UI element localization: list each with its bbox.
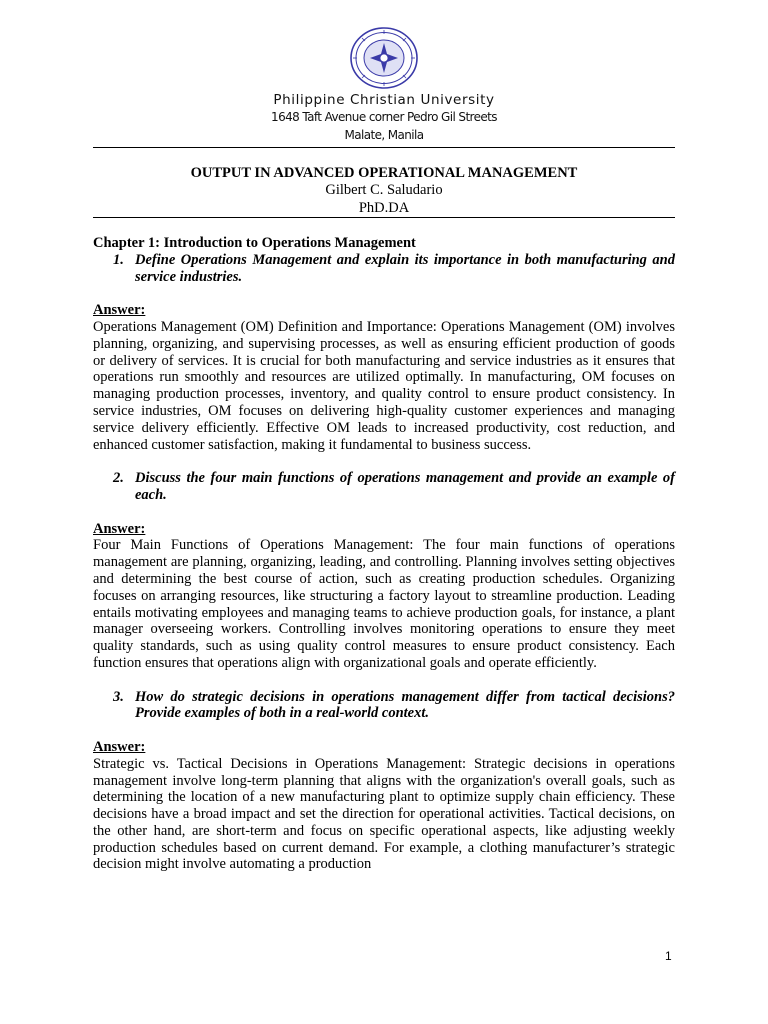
- document-title: OUTPUT IN ADVANCED OPERATIONAL MANAGEMENT: [190, 165, 578, 181]
- page-number: 1: [665, 949, 672, 963]
- question-number: 2.: [113, 470, 124, 487]
- header-divider: [93, 147, 675, 148]
- question-2: [93, 470, 675, 504]
- answer-heading: Answer:: [93, 520, 146, 537]
- document-body: [93, 235, 675, 873]
- address-line-1: 1648 Taft Avenue corner Pedro Gil Streets: [271, 110, 497, 124]
- university-seal-logo: [349, 27, 419, 89]
- question-text: How do strategic decisions in operations management differ from tactical decisions? Provide examples of both in a real-world context.: [135, 688, 675, 722]
- answer-text-1: Operations Management (OM) Definition and Importance: Operations Management (OM) involves planning, organizing, and supervising processes, as well as ensuring efficient production of goods or delivery of services. It is crucial for both manufacturing and service industries as it ensures that operations run smoothly and resources are utilized optimally. In manufacturing, OM focuses on managing production processes, inventory, and quality control to ensure product consistency. In service industries, OM focuses on delivering high-quality customer experiences and managing service delivery efficiently. Effective OM leads to increased productivity, cost reduction, and enhanced customer satisfaction, making it fundamental to business success.: [93, 318, 675, 453]
- question-number: 1.: [113, 251, 124, 268]
- answer-text-3: Strategic vs. Tactical Decisions in Operations Management: Strategic decisions in operations management involve long-term planning that aligns with the organization's overall goals, such as determining the location of a new manufacturing plant to optimize supply chain efficiency. These decisions have a broad impact and set the direction for operational activities. Tactical decisions, on the other hand, are short-term and focus on specific operational aspects, like adjusting weekly production schedules based on current demand. For example, a clothing manufacturer’s strategic decision might involve automating a production: [93, 755, 675, 873]
- author-degree: PhD.DA: [358, 200, 410, 216]
- question-number: 3.: [113, 688, 124, 705]
- question-1: [93, 252, 675, 286]
- university-name: Philippine Christian University: [273, 92, 495, 108]
- answer-heading: Answer:: [93, 738, 146, 755]
- question-text: Define Operations Management and explain its importance in both manufacturing and service industries.: [135, 251, 675, 285]
- title-divider: [93, 217, 675, 218]
- answer-heading: Answer:: [93, 302, 146, 319]
- question-3: [93, 689, 675, 723]
- author-name: Gilbert C. Saludario: [325, 182, 443, 198]
- question-text: Discuss the four main functions of operations management and provide an example of each.: [135, 470, 675, 503]
- chapter-heading: Chapter 1: Introduction to Operations Management: [93, 235, 416, 251]
- address-line-2: Malate, Manila: [344, 128, 424, 142]
- answer-text-2: Four Main Functions of Operations Management: The four main functions of operations management are planning, organizing, leading, and controlling. Planning involves setting objectives and determining the best course of action, such as creating production schedules. Organizing focuses on arranging resources, like structuring a factory layout to streamline production. Leading entails motivating employees and managing teams to achieve production goals, for instance, a plant manager overseeing workers. Controlling involves monitoring operations to ensure they meet quality standards, such as using quality control measures to ensure product consistency. Each function ensures that operations align with organizational goals and operate efficiently.: [93, 537, 675, 671]
